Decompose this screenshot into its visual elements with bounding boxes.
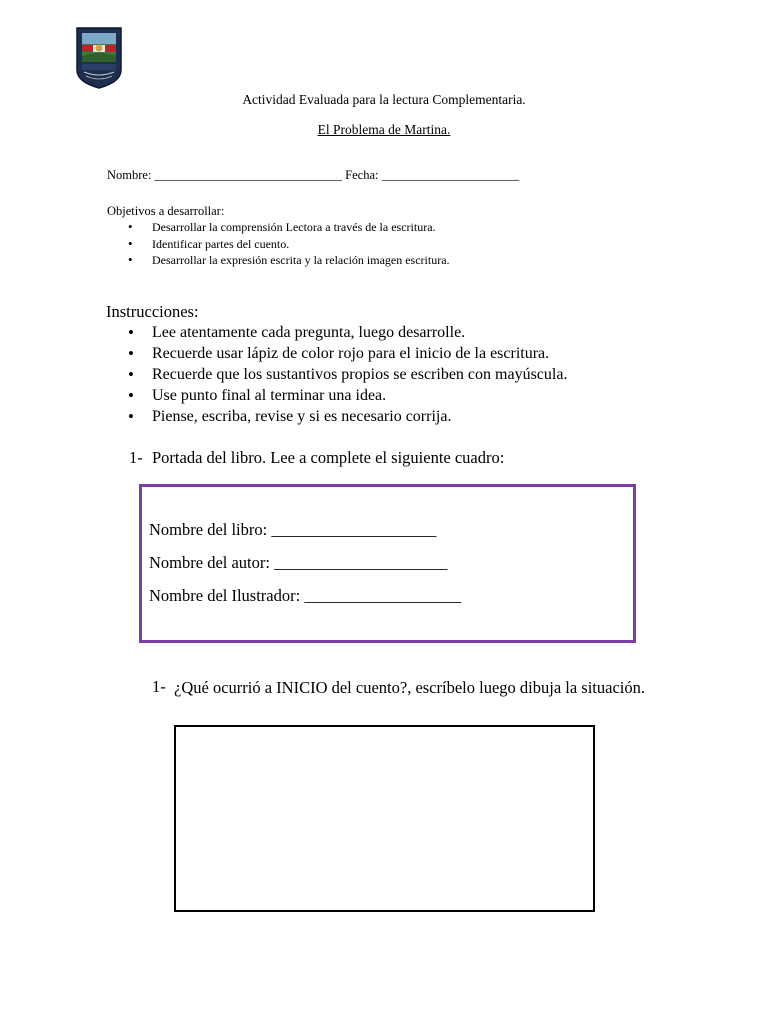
book-author-field[interactable]: Nombre del autor: _____________________ [149, 553, 448, 572]
question-number: 1- [129, 448, 143, 467]
instructions-title: Instrucciones: [106, 302, 199, 321]
objectives-title: Objetivos a desarrollar: [107, 204, 225, 218]
list-item: • Recuerde usar lápiz de color rojo para el inicio de la escritura. [128, 343, 567, 364]
question-number: 1- [152, 677, 166, 696]
list-item: • Recuerde que los sustantivos propios se escriben con mayúscula. [128, 364, 567, 385]
question-1 [129, 448, 504, 468]
name-date-line: Nombre: ______________________________ Fecha: ______________________ [107, 168, 520, 182]
question-text: Portada del libro. Lee a complete el siguiente cuadro: [152, 448, 505, 467]
instructions-list [128, 322, 567, 427]
list-item: • Piense, escriba, revise y si es necesario corrija. [128, 406, 567, 427]
drawing-box[interactable] [174, 725, 595, 912]
objectives-list [128, 219, 450, 269]
book-title-field[interactable]: Nombre del libro: ____________________ [149, 520, 437, 539]
list-item: • Identificar partes del cuento. [128, 236, 450, 253]
list-item: • Desarrollar la expresión escrita y la relación imagen escritura. [128, 252, 450, 269]
list-item: • Desarrollar la comprensión Lectora a través de la escritura. [128, 219, 450, 236]
school-crest-logo [74, 26, 124, 90]
document-title: Actividad Evaluada para la lectura Complementaria. [242, 92, 526, 107]
book-illustrator-field[interactable]: Nombre del Ilustrador: ___________________ [149, 586, 462, 605]
list-item: • Use punto final al terminar una idea. [128, 385, 567, 406]
document-subtitle: El Problema de Martina. [317, 122, 451, 137]
question-2-text: ¿Qué ocurrió a INICIO del cuento?, escríbelo luego dibuja la situación. [174, 678, 645, 697]
list-item: • Lee atentamente cada pregunta, luego desarrolle. [128, 322, 567, 343]
